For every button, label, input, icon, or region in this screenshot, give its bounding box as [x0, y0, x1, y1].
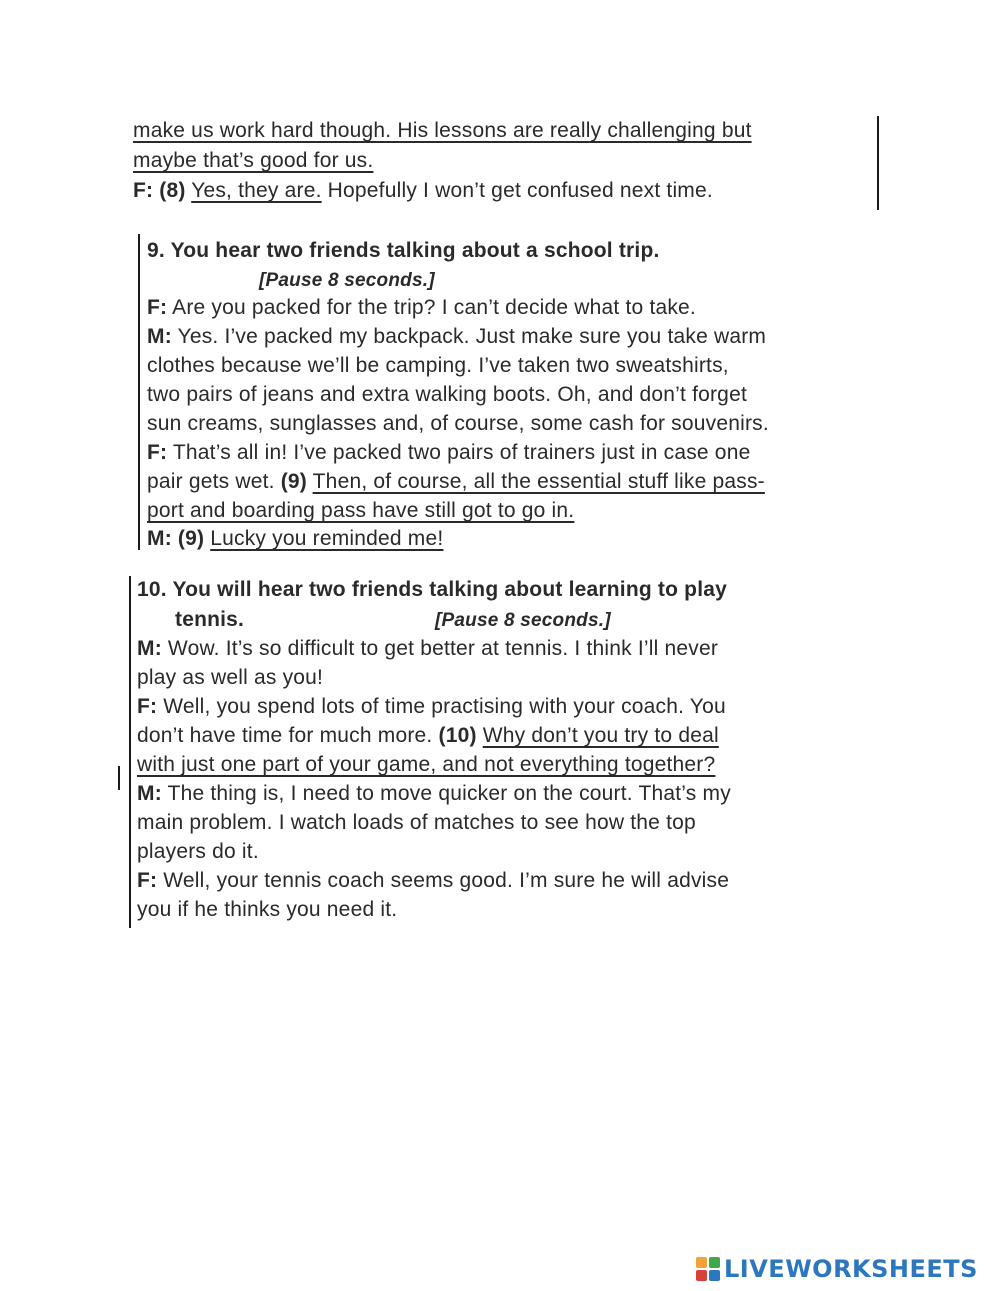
answer-underlined: Lucky you reminded me!: [210, 527, 444, 550]
pause-note: [Pause 8 seconds.]: [435, 610, 611, 631]
speaker-label: F:: [147, 441, 168, 464]
dialogue-line: F: Well, your tennis coach seems good. I’m sure he will advise: [137, 869, 730, 892]
dialogue-line: M: The thing is, I need to move quicker on the court. That’s my: [137, 782, 731, 805]
dialogue-line: main problem. I watch loads of matches to see how the top: [137, 811, 696, 834]
speaker-label: F:: [137, 695, 158, 718]
speaker-label: M:: [147, 325, 172, 348]
q8-f-line: F: (8) Yes, they are. Hopefully I won’t get confused next time.: [133, 179, 713, 202]
speaker-label: M:: [137, 637, 162, 660]
dialogue-line: don’t have time for much more. (10) Why don’t you try to deal: [137, 724, 719, 747]
q8-line1: make us work hard though. His lessons are really challenging but: [133, 119, 752, 142]
dialogue-line: F: Are you packed for the trip? I can’t decide what to take.: [147, 296, 696, 319]
dialogue-line: [147, 496, 574, 525]
pause-note: [Pause 8 seconds.]: [259, 270, 435, 291]
question-title-line2: tennis.: [175, 608, 245, 631]
dialogue-line: players do it.: [137, 840, 259, 863]
answer-underlined: port and boarding pass have still got to go in.: [147, 499, 575, 522]
speaker-label: M: (9): [147, 527, 205, 550]
dialogue-line: sun creams, sunglasses and, of course, some cash for souvenirs.: [147, 412, 769, 435]
question-title: 10. You will hear two friends talking about learning to play: [137, 578, 727, 601]
speaker-label: M:: [137, 782, 162, 805]
answer-underlined: with just one part of your game, and not everything together?: [137, 753, 716, 776]
answer-marker: (9): [280, 470, 307, 493]
answer-underlined: Why don’t you try to deal: [482, 724, 719, 747]
dialogue-line: M: Wow. It’s so difficult to get better at tennis. I think I’ll never: [137, 637, 719, 660]
watermark-text: LIVEWORKSHEETS: [724, 1255, 978, 1283]
margin-bar: [138, 234, 140, 550]
dialogue-line: F: Well, you spend lots of time practising with your coach. You: [137, 695, 726, 718]
question-9: [147, 236, 867, 552]
answer-marker: (10): [438, 724, 477, 747]
answer-underlined: Yes, they are.: [191, 179, 322, 202]
q8-line2: maybe that’s good for us.: [133, 149, 374, 172]
question-title: 9. You hear two friends talking about a school trip.: [147, 239, 660, 262]
margin-bar: [129, 576, 131, 928]
dialogue-line: two pairs of jeans and extra walking boots. Oh, and don’t forget: [147, 383, 747, 406]
dialogue-line: M: Yes. I’ve packed my backpack. Just make sure you take warm: [147, 325, 767, 348]
speaker-label: F:: [137, 869, 158, 892]
speaker-label: F: (8): [133, 179, 186, 202]
dialogue-line: clothes because we’ll be camping. I’ve taken two sweatshirts,: [147, 354, 729, 377]
dialogue-line: you if he thinks you need it.: [137, 898, 398, 921]
dialogue-line: [137, 750, 715, 779]
liveworksheets-logo-icon: [696, 1257, 720, 1281]
dialogue-line: pair gets wet. (9) Then, of course, all the essential stuff like pass-: [147, 470, 765, 493]
dialogue-line: [147, 524, 443, 553]
dialogue-line: play as well as you!: [137, 666, 324, 689]
liveworksheets-watermark: [696, 1254, 978, 1284]
question-10: [137, 575, 857, 930]
answer-underlined: Then, of course, all the essential stuff like pass-: [312, 470, 765, 493]
speaker-label: F:: [147, 296, 168, 319]
question8-continuation: [133, 116, 873, 212]
margin-bar: [877, 116, 879, 210]
margin-bar: [118, 766, 120, 790]
dialogue-line: F: That’s all in! I’ve packed two pairs of trainers just in case one: [147, 441, 751, 464]
